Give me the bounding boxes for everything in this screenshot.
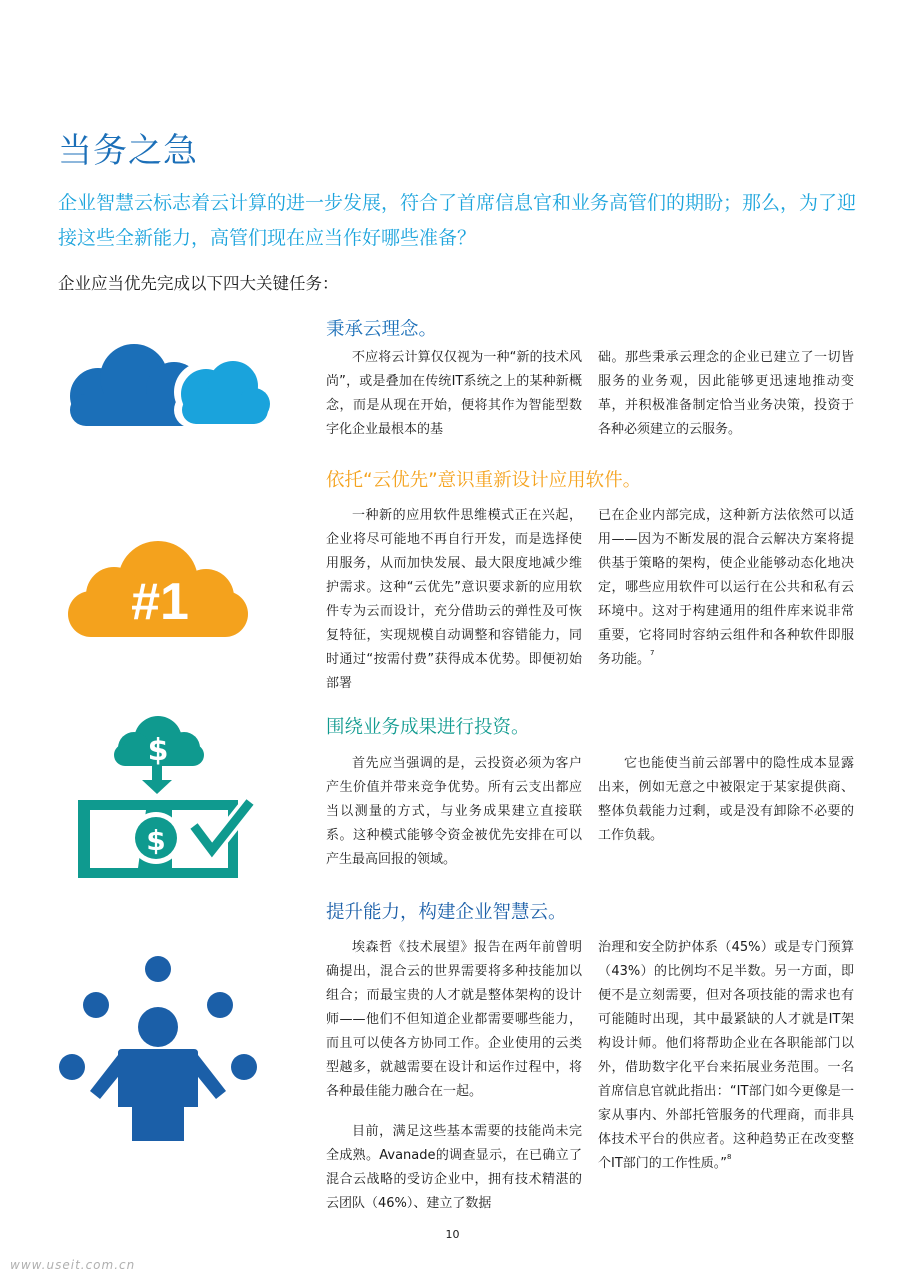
section-1-col1-text: 不应将云计算仅仅视为一种“新的技术风尚”，或是叠加在传统IT系统之上的某种新概念，而是从现在开始，便将其作为智能型数字化企业最根本的基 xyxy=(326,350,582,437)
section-1-col2 xyxy=(598,346,854,442)
section-4-title: 提升能力，构建企业智慧云。 xyxy=(326,902,567,923)
section-2-col1 xyxy=(326,504,582,696)
footnote-ref-8: 8 xyxy=(727,1153,732,1161)
page-title: 当务之急 xyxy=(58,131,198,171)
svg-text:$: $ xyxy=(146,824,166,857)
section-1-col1 xyxy=(326,346,582,442)
svg-text:$: $ xyxy=(147,733,169,768)
intro-text: 企业应当优先完成以下四大关键任务： xyxy=(58,274,339,293)
section-3-col2-text: 它也能使当前云部署中的隐性成本显露出来，例如无意之中被限定于某家提供商、整体负载能力过剩，或是没有卸除不必要的工作负载。 xyxy=(598,756,854,843)
cloud-number-label: #1 xyxy=(131,573,189,631)
page-number: 10 xyxy=(445,1228,460,1241)
section-3-col1-text: 首先应当强调的是，云投资必须为客户产生价值并带来竞争优势。所有云支出都应当以测量的方式，与业务成果建立直接联系。这种模式能够令资金被优先安排在可以产生最高回报的领域。 xyxy=(326,756,582,867)
section-4-col1-para2: 目前，满足这些基本需要的技能尚未完全成熟。Avanade的调查显示，在已确立了混合云战略的受访企业中，拥有技术精湛的云团队（46%）、建立了数据 xyxy=(326,1124,582,1211)
section-3-title: 围绕业务成果进行投资。 xyxy=(326,717,530,738)
section-2-title: 依托“云优先”意识重新设计应用软件。 xyxy=(326,470,642,491)
footnote-ref-7: 7 xyxy=(650,649,655,657)
section-4-col2 xyxy=(598,936,854,1176)
section-4-col1 xyxy=(326,936,582,1216)
section-4-col2-text: 治理和安全防护体系（45%）或是专门预算（43%）的比例均不足半数。另一方面，即便不是立刻需要，但对各项技能的需求也有可能随时出现，其中最紧缺的人才就是IT架构设计师。他们将帮助企业在各职能部门以外，借助数字化平台来拓展业务范围。一名首席信息官就此指出：“IT部门如今更像是一家从事内、外部托管服务的代理商，而非具体技术平台的供应者。这种趋势正在改变整个IT部门的工作性质。” xyxy=(598,940,854,1171)
people-network-icon xyxy=(56,955,260,1145)
cloud-icon xyxy=(56,338,272,430)
section-4-col1-para1: 埃森哲《技术展望》报告在两年前曾明确提出，混合云的世界需要将多种技能加以组合；而最宝贵的人才就是整体架构的设计师——他们不但知道企业都需要哪些能力，而且可以使各方协同工作。企业使用的云类型越多，就越需要在设计和运作过程中，将各种最佳能力融合在一起。 xyxy=(326,940,582,1099)
watermark: www.useit.com.cn xyxy=(10,1258,136,1272)
cloud-dollar-check-icon xyxy=(76,710,256,882)
section-1-title: 秉承云理念。 xyxy=(326,319,438,340)
page-subtitle: 企业智慧云标志着云计算的进一步发展，符合了首席信息官和业务高管们的期盼；那么，为了迎接这些全新能力，高管们现在应当作好哪些准备？ xyxy=(58,192,857,249)
section-2-col1-text: 一种新的应用软件思维模式正在兴起，企业将尽可能地不再自行开发，而是选择使用服务，从而加快发展、最大限度地减少维护需求。这种“云优先”意识要求新的应用软件专为云而设计，充分借助云的弹性及可恢复特征，实现规模自动调整和容错能力，同时通过“按需付费”获得成本优势。即便初始部署 xyxy=(326,508,582,691)
section-3-col1 xyxy=(326,752,582,872)
section-1-col2-text: 础。那些秉承云理念的企业已建立了一切皆服务的业务观，因此能够更迅速地推动变革，并积极准备制定恰当业务决策，投资于各种必须建立的云服务。 xyxy=(598,350,854,437)
cloud-number-one-icon xyxy=(58,535,258,639)
section-2-col2 xyxy=(598,504,854,672)
section-3-col2 xyxy=(598,752,854,848)
section-2-col2-text: 已在企业内部完成，这种新方法依然可以适用——因为不断发展的混合云解决方案将提供基于策略的架构，使企业能够动态化地决定，哪些应用软件可以运行在公共和私有云环境中。这对于构建通用的组件库来说非常重要，它将同时容纳云组件和各种软件即服务功能。 xyxy=(598,508,854,667)
